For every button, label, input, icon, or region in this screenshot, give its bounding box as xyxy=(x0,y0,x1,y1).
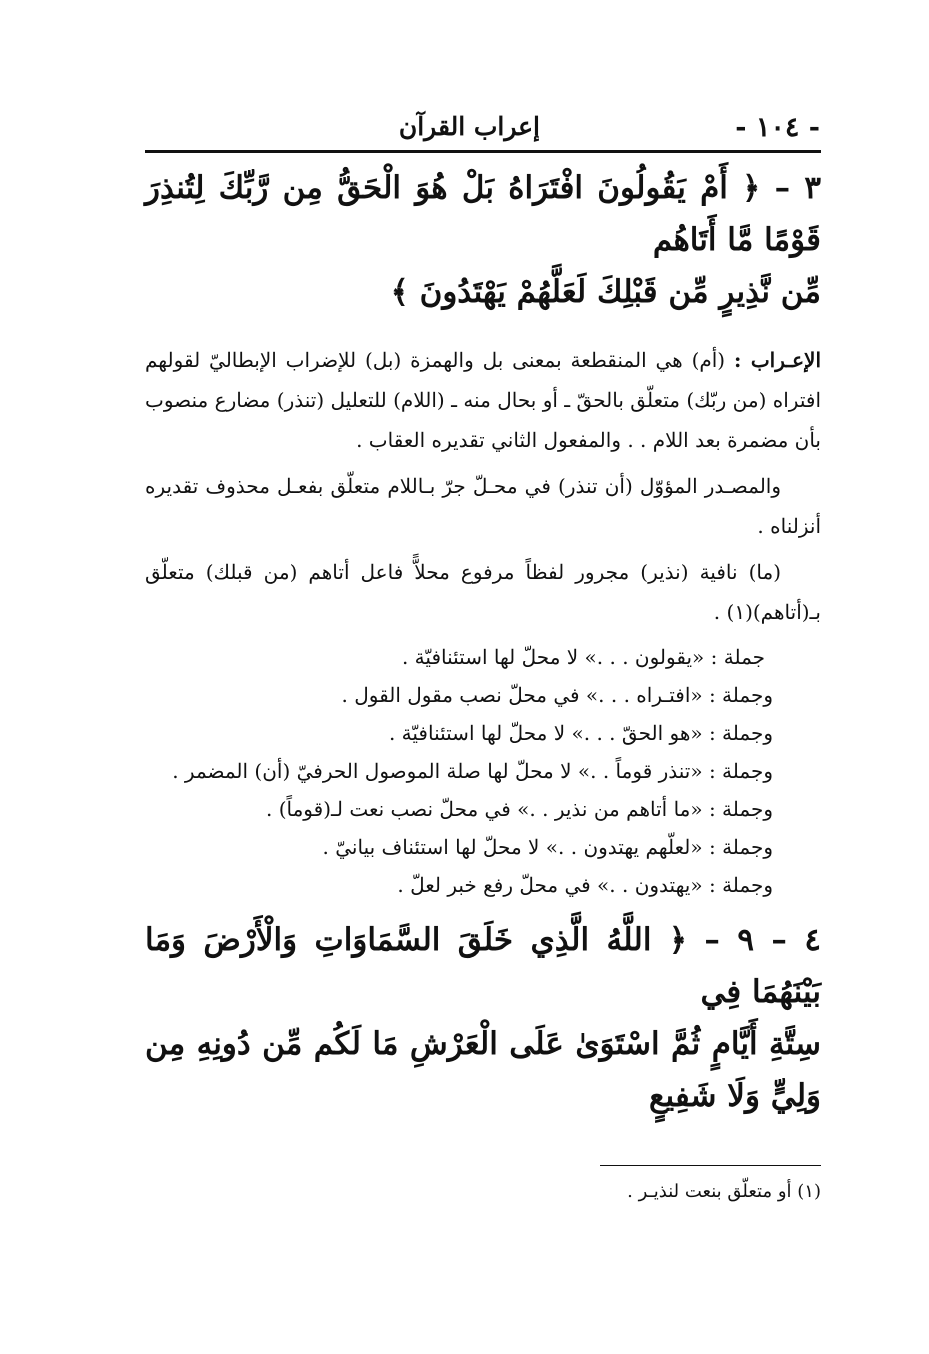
verse-line: سِتَّةِ أَيَّامٍ ثُمَّ اسْتَوَىٰ عَلَى الْعَرْشِ مَا لَكُم مِّن دُونِهِ مِن وَلِيٍّ وَلَا شَفِيعٍ xyxy=(145,1026,821,1114)
page-body xyxy=(145,162,821,1144)
verse-line: مِّن نَّذِيرٍ مِّن قَبْلِكَ لَعَلَّهُمْ يَهْتَدُونَ ﴾ xyxy=(390,274,821,310)
irab-paragraph: (ما) نافية (نذير) مجرور لفظاً مرفوع محلاًّ فاعل أتاهم (من قبلك) متعلّق بـ(أتاهم)(١) . xyxy=(145,560,821,624)
footnote: (١) أو متعلّق بنعت لنذيـر . xyxy=(627,1181,821,1202)
running-title: إعراب القرآن xyxy=(398,112,540,141)
irab-label: الإعـراب : xyxy=(733,348,822,372)
jumal-list xyxy=(145,638,821,904)
header-rule xyxy=(145,150,821,153)
footnote-rule xyxy=(600,1165,821,1166)
irab-text: (أم) هي المنقطعة بمعنى بل والهمزة (بل) للإضراب الإبطاليّ لقولهم افتراه (من ربّك) متعلّق بالحقّ ـ أو بحال منه ـ (اللام) للتعليل (تنذر) مضارع منصوب بأن مضمرة بعد اللام . . والمفعول الثاني تقديره العقاب . xyxy=(145,348,821,452)
jumla-line: وجملة : «تنذر قوماً . .» لا محلّ لها صلة الموصول الحرفيّ (أن) المضمر . xyxy=(172,759,773,783)
page-header xyxy=(145,108,820,148)
irab-paragraph xyxy=(145,340,821,460)
verse-line: ٣ – ﴿ أَمْ يَقُولُونَ افْتَرَاهُ بَلْ هُوَ الْحَقُّ مِن رَّبِّكَ لِتُنذِرَ قَوْمًا مَّا أَتَاهُم xyxy=(145,170,821,258)
jumla-line: وجملة : «ما أتاهم من نذير . .» في محلّ نصب نعت لـ(قوماً) . xyxy=(265,797,773,821)
page-number: - ١٠٤ - xyxy=(735,112,820,143)
irab-paragraph: والمصـدر المؤوّل (أن تنذر) في محـلّ جرّ بـاللام متعلّق بفعـل محذوف تقديره أنزلناه . xyxy=(145,474,821,538)
verse-line: ٤ – ٩ – ﴿ اللَّهُ الَّذِي خَلَقَ السَّمَاوَاتِ وَالْأَرْضَ وَمَا بَيْنَهُمَا فِي xyxy=(145,922,821,1010)
jumla-line: وجملة : «هو الحقّ . . .» لا محلّ لها استئنافيّة . xyxy=(388,721,773,745)
jumla-line: جملة : «يقولون . . .» لا محلّ لها استئنافيّة . xyxy=(401,645,765,669)
quran-verse-3 xyxy=(145,162,821,318)
quran-verse-4-9 xyxy=(145,914,821,1122)
jumla-line: وجملة : «افتـراه . . .» في محلّ نصب مقول القول . xyxy=(341,683,773,707)
jumla-line: وجملة : «يهتدون . .» في محلّ رفع خبر لعلّ . xyxy=(397,873,773,897)
jumla-line: وجملة : «لعلّهم يهتدون . .» لا محلّ لها استئناف بيانيّ . xyxy=(322,835,773,859)
